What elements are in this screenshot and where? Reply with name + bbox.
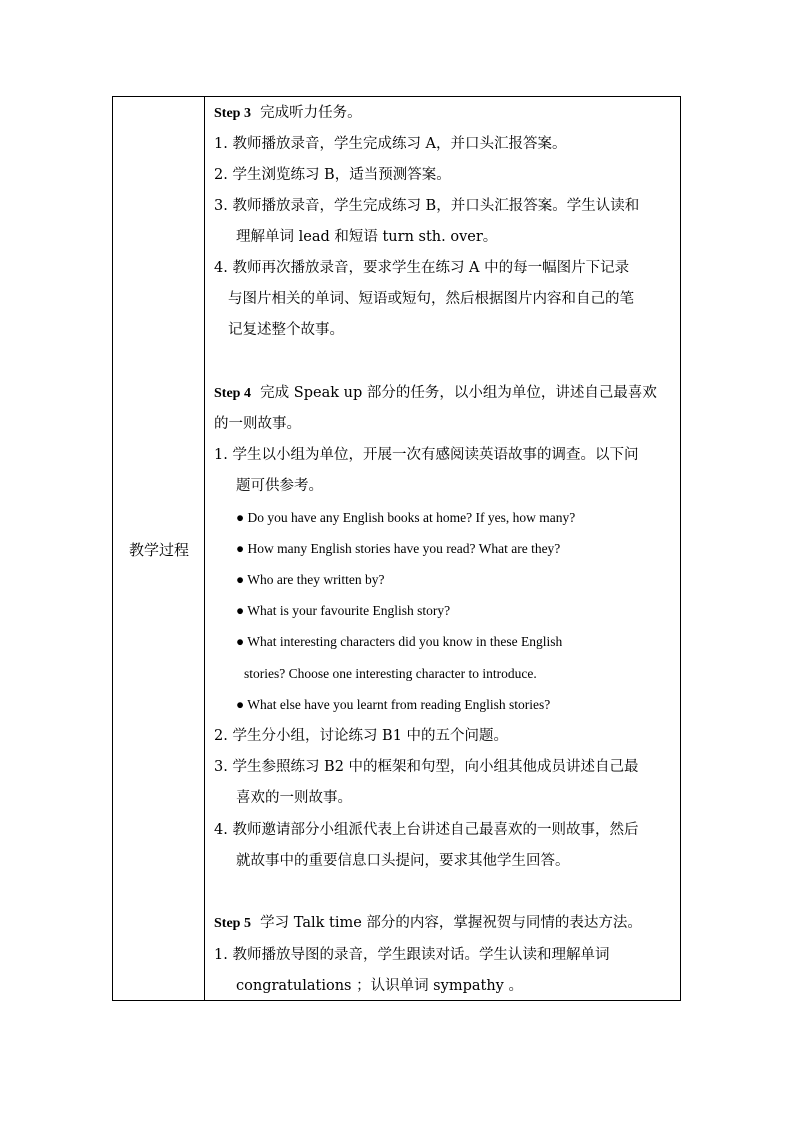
step5-item-1-cont: congratulations ；认识单词 sympathy 。 (236, 978, 523, 994)
lesson-table (112, 96, 681, 1001)
step4-item-2: 2. 学生分小组，讨论练习 B1 中的五个问题。 (214, 728, 509, 744)
step3-heading (214, 103, 362, 124)
step3-item-4-cont: 与图片相关的单词、短语或短句，然后根据图片内容和自己的笔 (228, 291, 634, 307)
step4-item-1-cont: 题可供参考。 (236, 478, 323, 494)
bullet-question-cont: stories? Choose one interesting character to introduce. (244, 666, 537, 681)
step4-item-3-cont: 喜欢的一则故事。 (236, 790, 352, 806)
bullet-question: ● Who are they written by? (236, 572, 385, 587)
step3-item-3: 3. 教师播放录音，学生完成练习 B，并口头汇报答案。学生认读和 (214, 198, 640, 214)
row-label: 教学过程 (128, 541, 189, 559)
step4-item-4-cont: 就故事中的重要信息口头提问，要求其他学生回答。 (236, 853, 570, 869)
bullet-question: ● What else have you learnt from reading English stories? (236, 697, 551, 712)
step3-title: 完成听力任务。 (260, 105, 362, 121)
label-column (113, 97, 205, 1000)
step3-item-1: 1. 教师播放录音，学生完成练习 A，并口头汇报答案。 (214, 136, 567, 152)
step3-label: Step 3 (214, 106, 251, 121)
step4-title-cont: 的一则故事。 (214, 416, 301, 432)
step4-item-1: 1. 学生以小组为单位，开展一次有感阅读英语故事的调查。以下问 (214, 447, 639, 463)
step5-title: 学习 Talk time 部分的内容，掌握祝贺与同情的表达方法。 (260, 915, 642, 931)
step4-item-3: 3. 学生参照练习 B2 中的框架和句型，向小组其他成员讲述自己最 (214, 759, 639, 775)
bullet-question: ● What interesting characters did you know in these English (236, 634, 563, 649)
step3-item-4: 4. 教师再次播放录音，要求学生在练习 A 中的每一幅图片下记录 (214, 260, 630, 276)
step3-item-3-cont: 理解单词 lead 和短语 turn sth. over。 (236, 229, 498, 245)
content-cell (206, 97, 680, 1000)
step5-label: Step 5 (214, 916, 251, 931)
step4-item-4: 4. 教师邀请部分小组派代表上台讲述自己最喜欢的一则故事，然后 (214, 822, 639, 838)
step5-item-1: 1. 教师播放导图的录音，学生跟读对话。学生认读和理解单词 (214, 947, 610, 963)
step4-label: Step 4 (214, 386, 251, 401)
step5-heading (214, 913, 642, 934)
step3-item-4-cont2: 记复述整个故事。 (228, 322, 344, 338)
step4-heading (214, 383, 657, 404)
step3-item-2: 2. 学生浏览练习 B，适当预测答案。 (214, 167, 451, 183)
bullet-question: ● What is your favourite English story? (236, 603, 451, 618)
step4-title: 完成 Speak up 部分的任务，以小组为单位，讲述自己最喜欢 (260, 385, 657, 401)
bullet-question: ● Do you have any English books at home? If yes, how many? (236, 510, 576, 525)
bullet-question: ● How many English stories have you read? What are they? (236, 541, 561, 556)
